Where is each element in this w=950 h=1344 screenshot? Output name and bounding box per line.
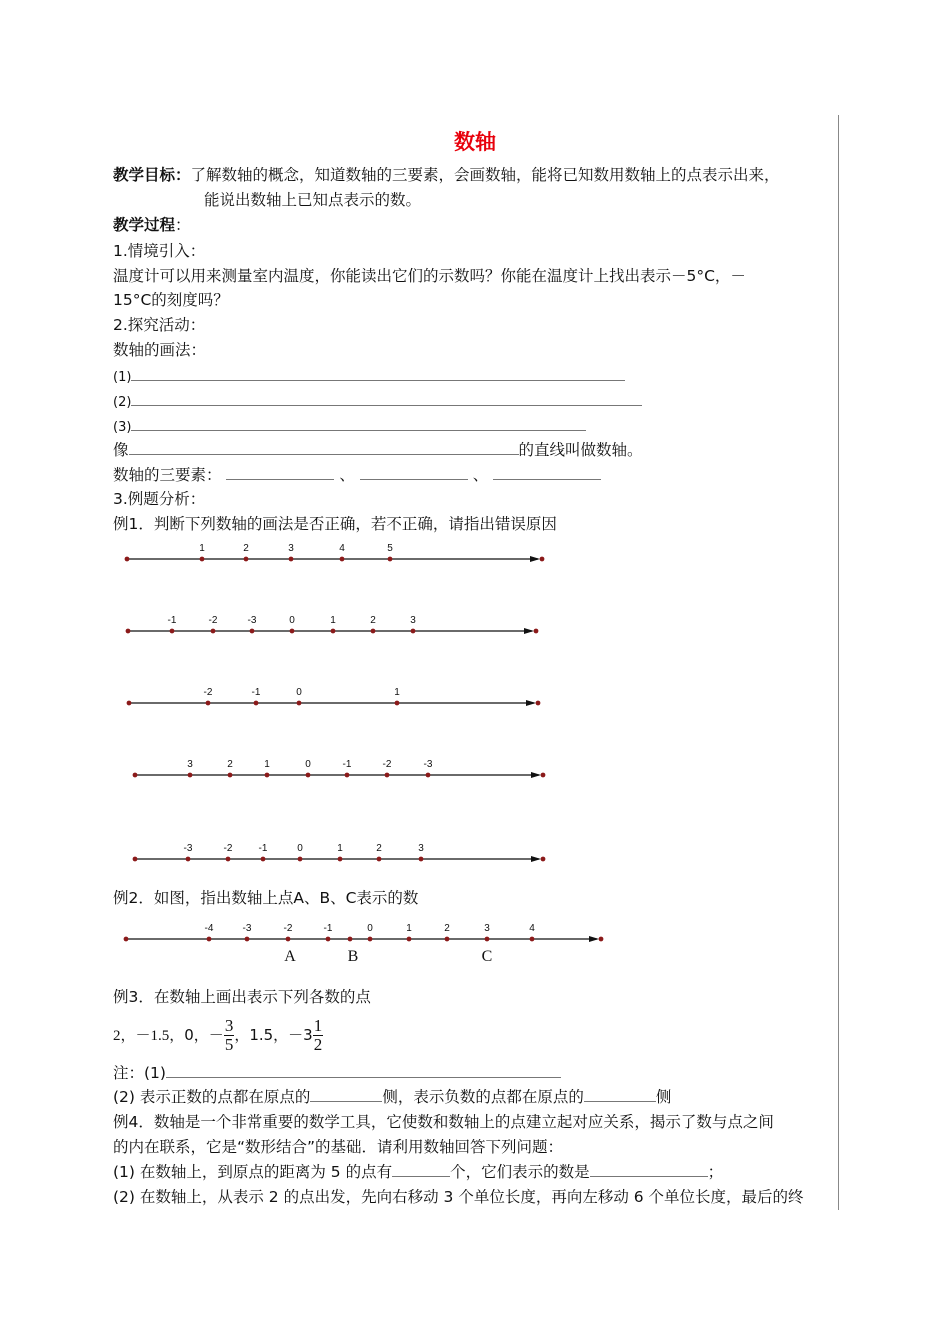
endpoint xyxy=(125,557,130,562)
tick-point xyxy=(290,629,295,634)
tick-label: -2 xyxy=(203,687,213,698)
tick-point xyxy=(407,937,412,942)
tick-label: -3 xyxy=(247,615,257,626)
tick-label: 2 xyxy=(444,923,450,934)
tick-point xyxy=(289,557,294,562)
section-1-text-cont: 15°C的刻度吗？ xyxy=(113,291,229,309)
endpoint xyxy=(540,557,545,562)
tick-point xyxy=(200,557,205,562)
num-text: 2，－1.5， xyxy=(113,1028,185,1044)
tick-label: 4 xyxy=(339,543,345,554)
tick-label: 1 xyxy=(330,615,336,626)
tick-point xyxy=(345,773,350,778)
tick-point xyxy=(331,629,336,634)
note-1 xyxy=(113,1063,561,1083)
question-1 xyxy=(113,1162,723,1182)
answer-blank[interactable] xyxy=(310,1087,382,1102)
text: 侧，表示负数的点都在原点的 xyxy=(382,1088,584,1106)
answer-blank[interactable] xyxy=(392,1162,450,1177)
answer-blank[interactable] xyxy=(584,1087,656,1102)
endpoint xyxy=(599,937,604,942)
tick-point xyxy=(338,857,343,862)
endpoint xyxy=(124,937,129,942)
tick-label: 1 xyxy=(394,687,400,698)
goal-text-cont: 能说出数轴上已知点表示的数。 xyxy=(204,191,422,209)
arrow-icon xyxy=(531,772,541,778)
tick-label: 1 xyxy=(264,759,270,770)
point-label: A xyxy=(284,948,296,965)
tick-point xyxy=(170,629,175,634)
tick-point xyxy=(297,701,302,706)
tick-label: 2 xyxy=(370,615,376,626)
arrow-icon xyxy=(589,936,599,942)
numerator: 3 xyxy=(224,1016,234,1035)
text: 侧 xyxy=(655,1088,672,1106)
arrow-icon xyxy=(526,700,536,706)
example-1: 例1．判断下列数轴的画法是否正确，若不正确，请指出错误原因 xyxy=(113,515,557,533)
goal-label: 教学目标： xyxy=(113,166,191,184)
tick-label: -1 xyxy=(167,615,177,626)
tick-label: 0 xyxy=(297,843,303,854)
tick-label: 4 xyxy=(529,923,535,934)
numerator: 1 xyxy=(313,1016,323,1035)
tick-label: -1 xyxy=(323,923,333,934)
example-4: 例4．数轴是一个非常重要的数学工具，它使数和数轴上的点建立起对应关系，揭示了数与点之间 xyxy=(113,1113,774,1131)
fraction xyxy=(224,1017,235,1054)
text: 个，它们表示的数是 xyxy=(450,1163,590,1181)
tick-label: -2 xyxy=(283,923,293,934)
tick-point xyxy=(245,937,250,942)
tick-point xyxy=(530,937,535,942)
tick-point xyxy=(298,857,303,862)
tick-label: 2 xyxy=(227,759,233,770)
tick-point xyxy=(485,937,490,942)
endpoint xyxy=(541,857,546,862)
tick-label: 0 xyxy=(367,923,373,934)
section-2: 2.探究活动： xyxy=(113,316,206,334)
tick-label: 0 xyxy=(289,615,295,626)
text: (1) 在数轴上，到原点的距离为 5 的点有 xyxy=(113,1163,393,1181)
tick-point xyxy=(250,629,255,634)
answer-blank[interactable] xyxy=(166,1063,561,1078)
tick-point xyxy=(340,557,345,562)
arrow-icon xyxy=(530,556,540,562)
num-text: 0，－ xyxy=(184,1026,224,1044)
tick-point xyxy=(326,937,331,942)
tick-point xyxy=(261,857,266,862)
process-label: 教学过程 xyxy=(113,216,176,234)
tick-label: 3 xyxy=(410,615,416,626)
denominator: 2 xyxy=(313,1035,323,1054)
tick-point xyxy=(388,557,393,562)
text: 的直线叫做数轴。 xyxy=(518,441,643,459)
section-1: 1.情境引入： xyxy=(113,242,206,260)
example-2: 例2．如图，指出数轴上点A、B、C表示的数 xyxy=(113,889,419,907)
arrow-icon xyxy=(524,628,534,634)
tick-label: 2 xyxy=(376,843,382,854)
tick-label: 1 xyxy=(406,923,412,934)
fraction xyxy=(313,1017,324,1054)
sep: 、 xyxy=(339,466,355,484)
point-b xyxy=(348,937,353,942)
endpoint xyxy=(126,629,131,634)
example-3-numbers xyxy=(113,1015,323,1056)
tick-label: 3 xyxy=(187,759,193,770)
tick-label: 3 xyxy=(484,923,490,934)
tick-label: 0 xyxy=(305,759,311,770)
tick-point xyxy=(368,937,373,942)
num-text: ，1.5，－3 xyxy=(234,1026,313,1044)
text: 像 xyxy=(113,441,129,459)
tick-point xyxy=(228,773,233,778)
tick-point xyxy=(265,773,270,778)
endpoint xyxy=(536,701,541,706)
tick-label: 5 xyxy=(387,543,393,554)
example-4-cont: 的内在联系，它是“数形结合”的基础．请利用数轴回答下列问题： xyxy=(113,1138,564,1156)
step-label: (2) xyxy=(113,395,132,410)
tick-label: -3 xyxy=(242,923,252,934)
tick-point xyxy=(226,857,231,862)
draw-method-label: 数轴的画法： xyxy=(113,341,207,359)
tick-point xyxy=(377,857,382,862)
tick-point xyxy=(286,937,291,942)
tick-point xyxy=(411,629,416,634)
tick-label: 1 xyxy=(337,843,343,854)
text: 数轴的三要素： xyxy=(113,466,222,484)
step-label: (3) xyxy=(113,420,132,435)
denominator: 5 xyxy=(224,1035,234,1054)
section-3: 3.例题分析： xyxy=(113,490,206,508)
endpoint xyxy=(133,773,138,778)
section-1-text: 温度计可以用来测量室内温度，你能读出它们的示数吗？你能在温度计上找出表示－5°C，－ xyxy=(113,267,746,285)
tick-label: 3 xyxy=(418,843,424,854)
note-2 xyxy=(113,1087,671,1107)
answer-blank[interactable] xyxy=(590,1162,708,1177)
point-label: B xyxy=(347,948,359,965)
tick-label: -2 xyxy=(382,759,392,770)
step-label: (1) xyxy=(113,370,132,385)
tick-label: -1 xyxy=(258,843,268,854)
tick-point xyxy=(371,629,376,634)
tick-label: 0 xyxy=(296,687,302,698)
tick-point xyxy=(306,773,311,778)
tick-point xyxy=(188,773,193,778)
point-label: C xyxy=(481,948,493,965)
tick-label: -2 xyxy=(223,843,233,854)
tick-point xyxy=(254,701,259,706)
text: (2) 表示正数的点都在原点的 xyxy=(113,1088,311,1106)
text: ； xyxy=(707,1163,724,1181)
tick-point xyxy=(211,629,216,634)
tick-label: 2 xyxy=(243,543,249,554)
tick-label: -3 xyxy=(423,759,433,770)
tick-label: -1 xyxy=(342,759,352,770)
endpoint xyxy=(534,629,539,634)
tick-point xyxy=(244,557,249,562)
colon: ： xyxy=(175,216,191,234)
arrow-icon xyxy=(531,856,541,862)
endpoint xyxy=(541,773,546,778)
tick-point xyxy=(445,937,450,942)
example-3: 例3．在数轴上画出表示下列各数的点 xyxy=(113,988,371,1006)
tick-label: -2 xyxy=(208,615,218,626)
tick-point xyxy=(419,857,424,862)
tick-point xyxy=(186,857,191,862)
tick-point xyxy=(385,773,390,778)
tick-label: -1 xyxy=(251,687,261,698)
tick-label: -4 xyxy=(204,923,214,934)
tick-label: 3 xyxy=(288,543,294,554)
tick-point xyxy=(426,773,431,778)
question-2: (2) 在数轴上，从表示 2 的点出发，先向右移动 3 个单位长度，再向左移动 6 个单位长度，最后的终 xyxy=(113,1188,804,1206)
tick-label: -3 xyxy=(183,843,193,854)
text: 注：(1) xyxy=(113,1064,166,1082)
tick-point xyxy=(206,701,211,706)
sep: 、 xyxy=(472,466,489,484)
page-title: 数轴 xyxy=(454,130,496,154)
tick-point xyxy=(207,937,212,942)
tick-point xyxy=(395,701,400,706)
endpoint xyxy=(133,857,138,862)
goal-text: 了解数轴的概念，知道数轴的三要素，会画数轴，能将已知数用数轴上的点表示出来， xyxy=(190,166,780,184)
endpoint xyxy=(127,701,132,706)
tick-label: 1 xyxy=(199,543,205,554)
